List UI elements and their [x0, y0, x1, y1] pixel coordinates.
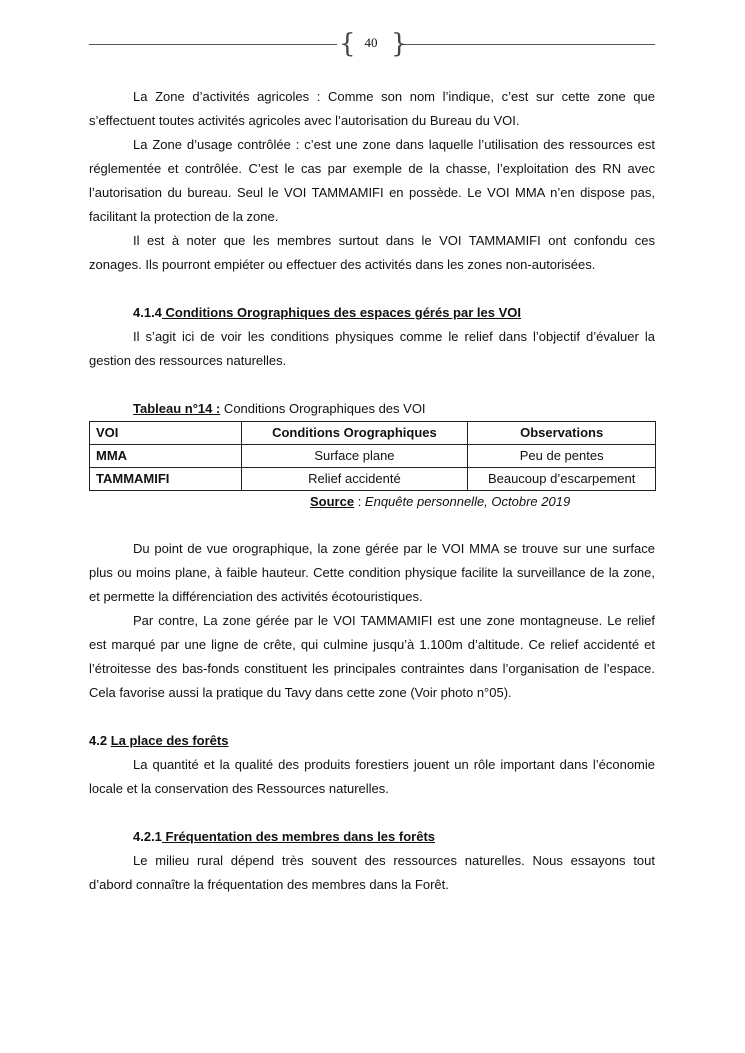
- cell-conditions: Surface plane: [241, 445, 468, 468]
- cell-observations: Beaucoup d’escarpement: [468, 468, 656, 491]
- paragraph-frequentation: Le milieu rural dépend très souvent des ressources naturelles. Nous essayons tout d’abord connaître la fréquentation des membres dans la Forêt.: [89, 853, 655, 892]
- paragraph-zone-controlee: La Zone d’usage contrôlée : c’est une zone dans laquelle l’utilisation des ressources est réglementée et contrôlée. C’est le cas par exemple de la chasse, l’exploitation des RN avec l’autorisation du bureau. Seul le VOI TAMMAMIFI en possède. Le VOI MMA n’en dispose pas, facilitant la protection de la zone.: [89, 137, 655, 224]
- left-brace-ornament: {: [339, 29, 356, 59]
- section-number: 4.2: [89, 733, 108, 748]
- section-heading-4-2: [89, 729, 655, 753]
- header-cell-conditions: Conditions Orographiques: [241, 422, 468, 445]
- header-cell-observations: Observations: [468, 422, 656, 445]
- table-source: [89, 491, 655, 513]
- header-cell-voi: VOI: [90, 422, 242, 445]
- source-text: Enquête personnelle, Octobre 2019: [364, 494, 571, 509]
- header-rule-left: [89, 44, 337, 45]
- table-row: [90, 445, 656, 468]
- section-heading-4-2-1: [89, 825, 655, 849]
- table-header-row: [90, 422, 656, 445]
- section-number: 4.1.4: [133, 305, 162, 320]
- orography-table: [89, 421, 656, 491]
- section-heading-4-1-4: [89, 301, 655, 325]
- cell-observations: Peu de pentes: [468, 445, 656, 468]
- cell-voi: MMA: [90, 445, 242, 468]
- paragraph-place-forets: La quantité et la qualité des produits forestiers jouent un rôle important dans l’économie locale et la conservation des Ressources naturelles.: [89, 757, 655, 796]
- paragraph-zone-agricole: La Zone d’activités agricoles : Comme son nom l’indique, c’est sur cette zone que s’effectuent toutes activités agricoles avec l’autorisation du Bureau du VOI.: [89, 89, 655, 128]
- section-title: Conditions Orographiques des espaces gérés par les VOI: [161, 305, 521, 320]
- source-label: Source: [310, 494, 355, 509]
- source-separator: :: [354, 494, 365, 509]
- cell-conditions: Relief accidenté: [241, 468, 468, 491]
- header-rule-right: [402, 44, 655, 45]
- right-brace-ornament: }: [391, 29, 408, 59]
- section-title: La place des forêts: [110, 733, 229, 748]
- section-title: Fréquentation des membres dans les forêts: [161, 829, 435, 844]
- cell-voi: TAMMAMIFI: [90, 468, 242, 491]
- paragraph-conditions-intro: Il s’agit ici de voir les conditions physiques comme le relief dans l’objectif d’évaluer la gestion des ressources naturelles.: [89, 329, 655, 368]
- section-number: 4.2.1: [133, 829, 162, 844]
- page-body: [89, 85, 655, 897]
- table-caption-label: Tableau n°14 :: [133, 401, 221, 416]
- table-caption: [89, 397, 655, 421]
- paragraph-orographie-mma: Du point de vue orographique, la zone gérée par le VOI MMA se trouve sur une surface plus ou moins plane, à faible hauteur. Cette condition physique facilite la surveillance de la zone, et permette la différenciation des activités écotouristiques.: [89, 541, 655, 604]
- paragraph-note-zonages: Il est à noter que les membres surtout dans le VOI TAMMAMIFI ont confondu ces zonages. Ils pourront empiéter ou effectuer des activités dans les zones non-autorisées.: [89, 233, 655, 272]
- paragraph-orographie-tammamifi: Par contre, La zone gérée par le VOI TAMMAMIFI est une zone montagneuse. Le relief est marqué par une ligne de crête, qui culmine jusqu’à 1.100m d’altitude. Ce relief accidenté et l’étroitesse des bas-fonds constituent les principales contraintes dans l’organisation de l’espace. Cela favorise aussi la pratique du Tavy dans cette zone (Voir photo n°05).: [89, 613, 655, 700]
- table-caption-text: Conditions Orographiques des VOI: [220, 401, 426, 416]
- page-number: 40: [364, 35, 378, 50]
- table-row: [90, 468, 656, 491]
